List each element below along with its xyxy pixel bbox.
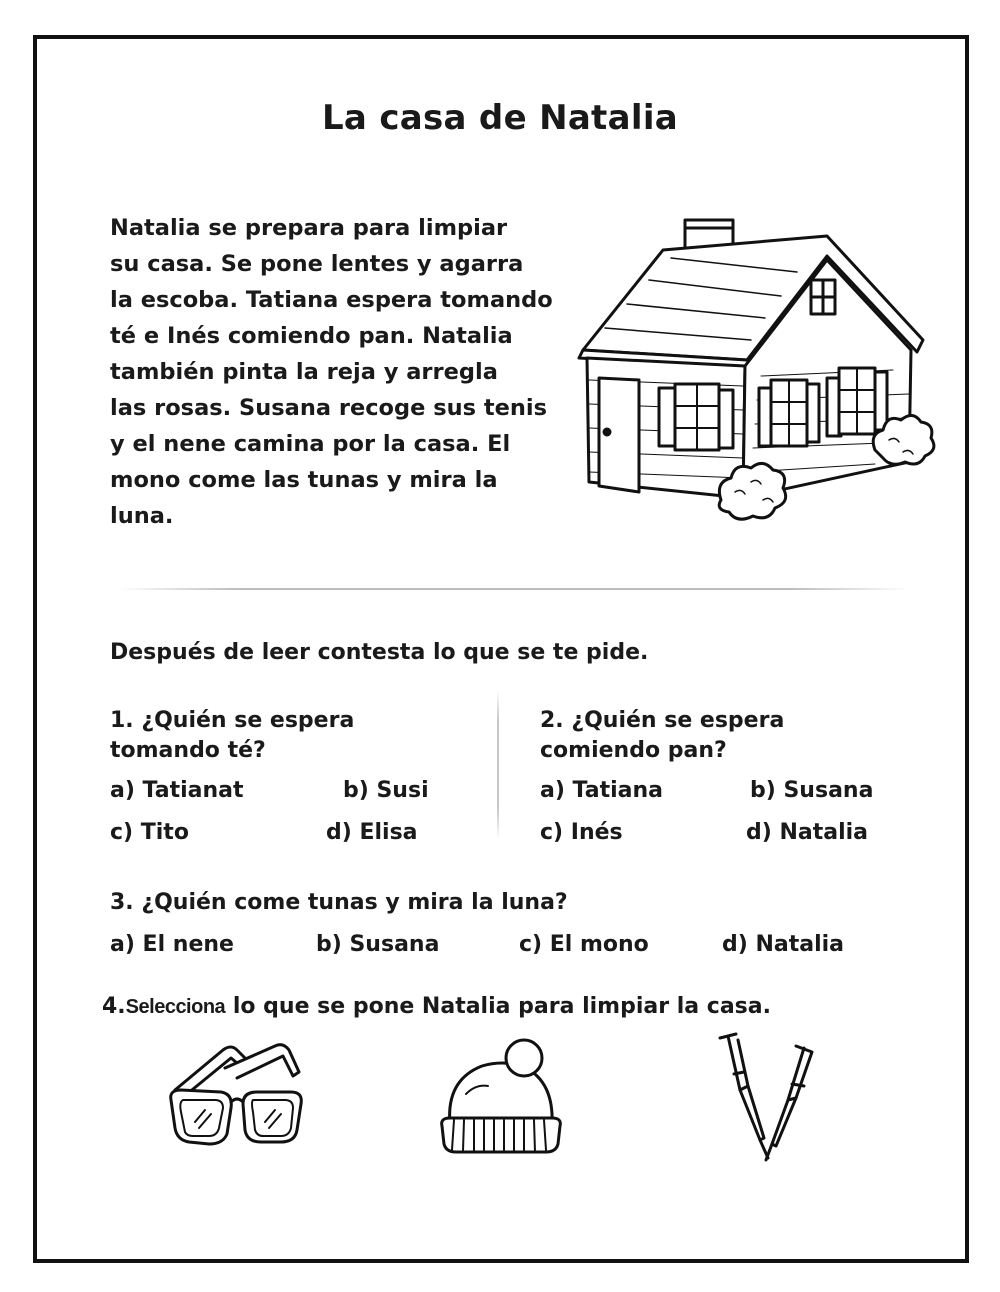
reading-line: la escoba. Tatiana espera tomando	[110, 287, 553, 313]
reading-line: luna.	[110, 503, 174, 529]
question-text: 1. ¿Quién se espera	[110, 708, 355, 733]
question-text: lo que se pone Natalia para limpiar la casa.	[225, 994, 771, 1019]
reading-line: también pinta la reja y arregla	[110, 359, 498, 385]
instructions: Después de leer contesta lo que se te pide.	[110, 640, 649, 665]
page-title: La casa de Natalia	[321, 98, 679, 138]
question-text: 2. ¿Quién se espera	[540, 708, 785, 733]
option-1c[interactable]: c) Tito	[110, 820, 189, 845]
option-3c[interactable]: c) El mono	[519, 932, 649, 957]
option-3d[interactable]: d) Natalia	[722, 932, 845, 957]
option-2b[interactable]: b) Susana	[750, 778, 874, 803]
question-3	[110, 888, 568, 918]
house-icon	[575, 200, 945, 530]
question-2	[540, 706, 784, 766]
question-1	[110, 706, 354, 766]
reading-line: las rosas. Susana recoge sus tenis	[110, 395, 547, 421]
reading-line: su casa. Se pone lentes y agarra	[110, 251, 524, 277]
reading-passage	[110, 210, 590, 534]
reading-line: mono come las tunas y mira la	[110, 467, 498, 493]
glasses-icon[interactable]	[165, 1038, 305, 1150]
column-divider	[497, 690, 499, 840]
reading-line: Natalia se prepara para limpiar	[110, 215, 508, 241]
option-1a[interactable]: a) Tatianat	[110, 778, 244, 803]
reading-line: té e Inés comiendo pan. Natalia	[110, 323, 513, 349]
question-text: tomando té?	[110, 738, 266, 763]
option-1d[interactable]: d) Elisa	[326, 820, 418, 845]
section-divider	[118, 588, 910, 590]
select-word: Selecciona	[125, 996, 226, 1018]
option-2c[interactable]: c) Inés	[540, 820, 623, 845]
option-2a[interactable]: a) Tatiana	[540, 778, 663, 803]
question-4	[102, 994, 771, 1019]
crutches-icon[interactable]	[714, 1030, 824, 1166]
reading-line: y el nene camina por la casa. El	[110, 431, 511, 457]
question-text: 3. ¿Quién come tunas y mira la luna?	[110, 890, 568, 915]
winter-hat-icon[interactable]	[436, 1034, 566, 1160]
option-1b[interactable]: b) Susi	[343, 778, 429, 803]
question-number: 4.	[102, 994, 126, 1019]
option-3b[interactable]: b) Susana	[316, 932, 440, 957]
option-2d[interactable]: d) Natalia	[746, 820, 869, 845]
question-text: comiendo pan?	[540, 738, 727, 763]
option-3a[interactable]: a) El nene	[110, 932, 234, 957]
